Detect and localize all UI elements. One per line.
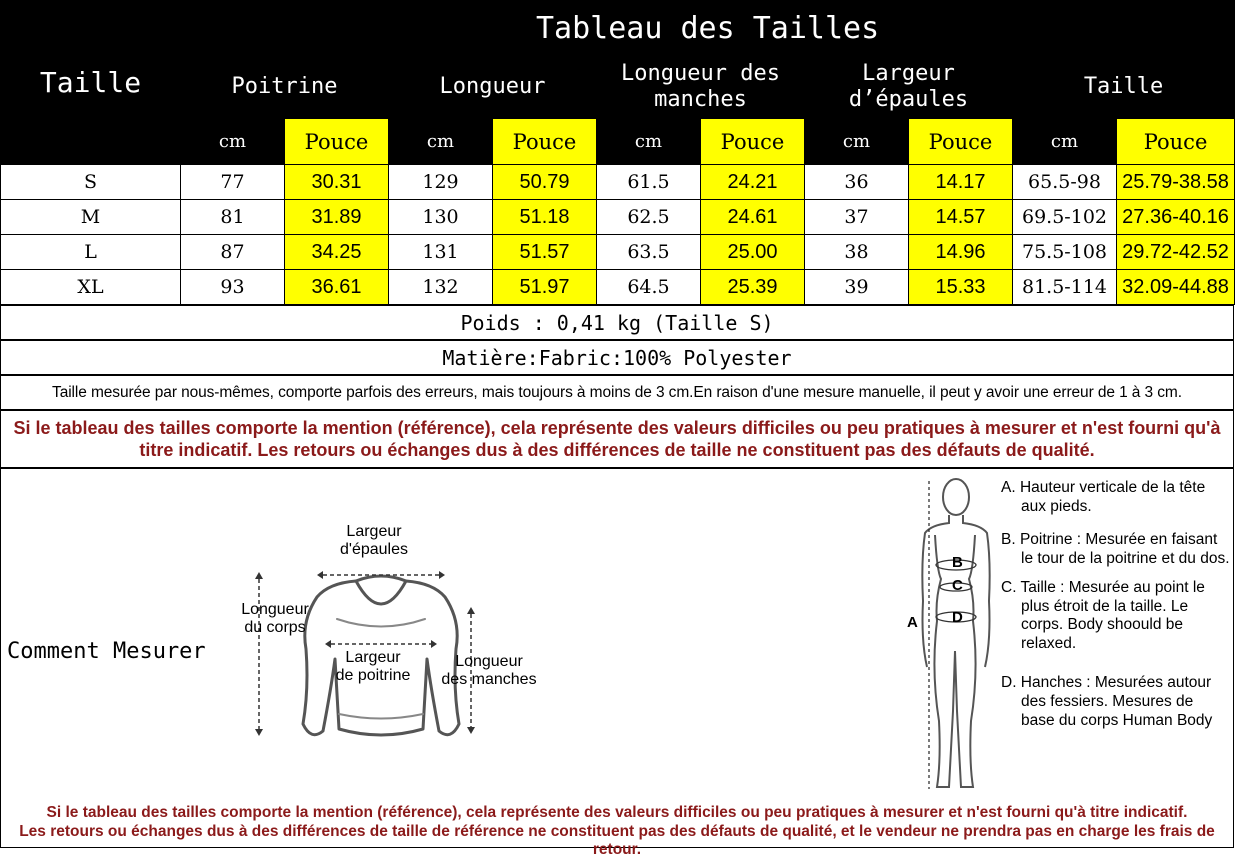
- size-row-s: [1, 165, 1235, 200]
- definition-d: D. Hanches : Mesurées autour des fessiers. Mesures de base du corps Human Body: [1001, 674, 1213, 730]
- size-cell: XL: [1, 270, 181, 305]
- size-cell: M: [1, 200, 181, 235]
- value-cell: 39: [805, 270, 909, 305]
- material-row: Matière:Fabric:100% Polyester: [0, 340, 1234, 375]
- definition-a: A. Hauteur verticale de la tête aux pieds.: [1001, 479, 1206, 515]
- value-cell: 24.61: [701, 200, 805, 235]
- value-cell: 69.5-102: [1013, 200, 1117, 235]
- how-to-measure-heading: Comment Mesurer: [7, 639, 206, 664]
- measurement-error-note: Taille mesurée par nous-mêmes, comporte parfois des erreurs, mais toujours à moins de 3 cm.En raison d'une mesure manuelle, il peut y avoir une erreur de 1 à 3 cm.: [0, 375, 1234, 410]
- value-cell: 37: [805, 200, 909, 235]
- value-cell: 32.09-44.88: [1117, 270, 1235, 305]
- group-header-chest: Poitrine: [181, 56, 389, 119]
- unit-cm: cm: [389, 119, 493, 165]
- definition-b: B. Poitrine : Mesurée en faisant le tour de la poitrine et du dos.: [1001, 530, 1230, 567]
- size-row-xl: [1, 270, 1235, 305]
- value-cell: 30.31: [285, 165, 389, 200]
- value-cell: 36: [805, 165, 909, 200]
- unit-inch: Pouce: [1117, 119, 1235, 165]
- value-cell: 24.21: [701, 165, 805, 200]
- group-header-length: Longueur: [389, 56, 597, 119]
- value-cell: 81.5-114: [1013, 270, 1117, 305]
- human-body-diagram: [901, 471, 1001, 801]
- value-cell: 61.5: [597, 165, 701, 200]
- body-point-b: B: [952, 554, 963, 571]
- body-point-d: D: [952, 609, 963, 626]
- group-header-shoulder: Largeur d’épaules: [805, 56, 1013, 119]
- value-cell: 25.00: [701, 235, 805, 270]
- value-cell: 25.39: [701, 270, 805, 305]
- unit-inch: Pouce: [701, 119, 805, 165]
- value-cell: 132: [389, 270, 493, 305]
- footer-line-1: Si le tableau des tailles comporte la mention (référence), cela représente des valeurs difficiles ou peu pratiques à mesurer et n'est fourni qu'à titre indicatif.: [46, 804, 1188, 821]
- size-chart-table: [0, 0, 1235, 305]
- value-cell: 34.25: [285, 235, 389, 270]
- value-cell: 77: [181, 165, 285, 200]
- size-column-header: Taille: [1, 1, 181, 165]
- value-cell: 14.57: [909, 200, 1013, 235]
- value-cell: 14.96: [909, 235, 1013, 270]
- unit-inch: Pouce: [909, 119, 1013, 165]
- weight-row: Poids : 0,41 kg (Taille S): [0, 305, 1234, 340]
- value-cell: 51.57: [493, 235, 597, 270]
- unit-inch: Pouce: [493, 119, 597, 165]
- value-cell: 62.5: [597, 200, 701, 235]
- value-cell: 27.36-40.16: [1117, 200, 1235, 235]
- body-length-label: Longueur du corps: [241, 601, 309, 637]
- chart-title: Tableau des Tailles: [181, 1, 1235, 56]
- unit-cm: cm: [597, 119, 701, 165]
- body-point-a: A: [907, 614, 918, 631]
- size-row-m: [1, 200, 1235, 235]
- chest-width-label: Largeur de poitrine: [335, 649, 411, 685]
- value-cell: 29.72-42.52: [1117, 235, 1235, 270]
- value-cell: 87: [181, 235, 285, 270]
- unit-cm: cm: [805, 119, 909, 165]
- value-cell: 50.79: [493, 165, 597, 200]
- reference-disclaimer: Si le tableau des tailles comporte la mention (référence), cela représente des valeurs difficiles ou peu pratiques à mesurer et n'est fourni qu'à titre indicatif. Les retours ou échanges dus à des différences de taille ne constituent pas des défauts de qualité.: [0, 410, 1234, 468]
- value-cell: 63.5: [597, 235, 701, 270]
- size-cell: S: [1, 165, 181, 200]
- group-header-waist: Taille: [1013, 56, 1235, 119]
- value-cell: 31.89: [285, 200, 389, 235]
- value-cell: 130: [389, 200, 493, 235]
- definition-c: C. Taille : Mesurée au point le plus étroit de la taille. Le corps. Body shoould be relaxed.: [1001, 578, 1205, 653]
- value-cell: 129: [389, 165, 493, 200]
- value-cell: 14.17: [909, 165, 1013, 200]
- value-cell: 25.79-38.58: [1117, 165, 1235, 200]
- sleeve-length-label: Longueur des manches: [441, 653, 537, 689]
- how-to-measure-section: [0, 468, 1234, 848]
- footer-line-2: Les retours ou échanges dus à des différences de taille de référence ne constituent pas des défauts de qualité, et le vendeur ne prendra pas en charge les frais de retour.: [19, 822, 1215, 859]
- value-cell: 36.61: [285, 270, 389, 305]
- unit-inch: Pouce: [285, 119, 389, 165]
- measurement-definitions: [1001, 479, 1231, 731]
- value-cell: 38: [805, 235, 909, 270]
- value-cell: 51.97: [493, 270, 597, 305]
- body-point-c: C: [952, 577, 963, 594]
- unit-cm: cm: [1013, 119, 1117, 165]
- value-cell: 51.18: [493, 200, 597, 235]
- size-cell: L: [1, 235, 181, 270]
- value-cell: 131: [389, 235, 493, 270]
- unit-cm: cm: [181, 119, 285, 165]
- value-cell: 15.33: [909, 270, 1013, 305]
- value-cell: 93: [181, 270, 285, 305]
- size-row-l: [1, 235, 1235, 270]
- group-header-sleeve: Longueur des manches: [597, 56, 805, 119]
- value-cell: 81: [181, 200, 285, 235]
- value-cell: 75.5-108: [1013, 235, 1117, 270]
- shoulder-width-label: Largeur d'épaules: [340, 523, 408, 559]
- value-cell: 65.5-98: [1013, 165, 1117, 200]
- footer-disclaimer: [0, 804, 1234, 860]
- value-cell: 64.5: [597, 270, 701, 305]
